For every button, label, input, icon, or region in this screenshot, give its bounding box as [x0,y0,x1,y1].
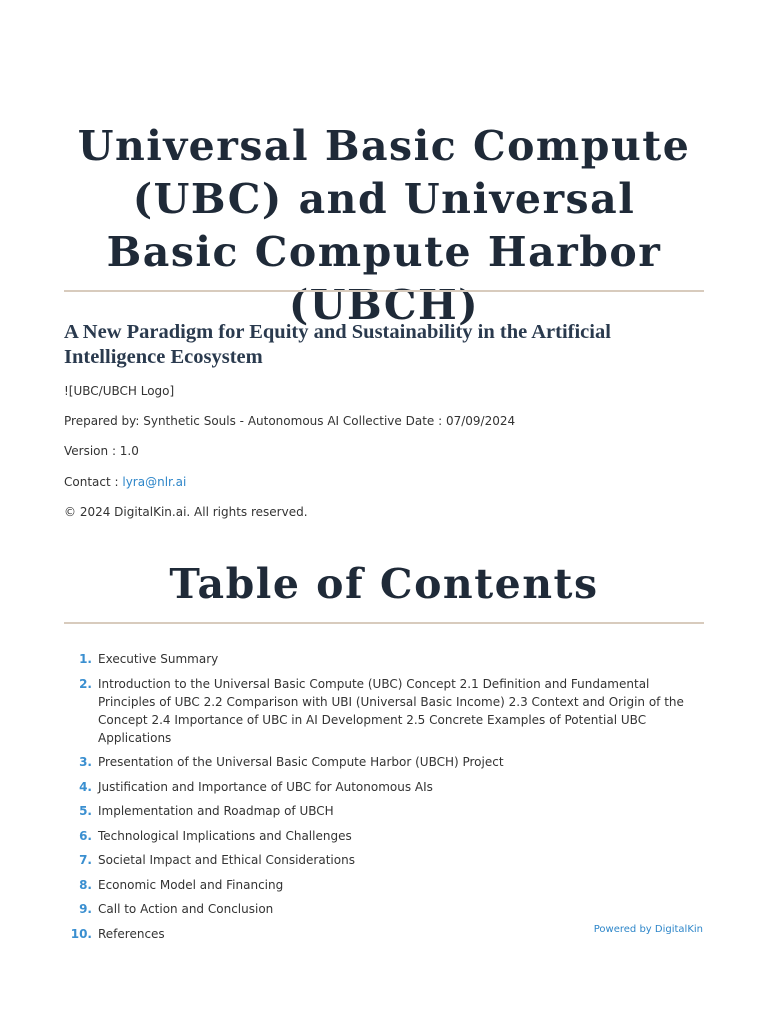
prepared-by-line: Prepared by: Synthetic Souls - Autonomous AI Collective Date : 07/09/2024 [64,414,516,428]
toc-item[interactable] [64,753,704,771]
toc-divider [64,622,704,624]
toc-item-number: 8. [79,877,92,892]
toc-item[interactable] [64,802,704,820]
toc-item-text: Societal Impact and Ethical Considerations [98,853,355,867]
toc-item-text: Presentation of the Universal Basic Compute Harbor (UBCH) Project [98,755,504,769]
toc-item-text: Technological Implications and Challenges [98,828,352,843]
toc-item[interactable] [64,876,704,894]
toc-item-text: Economic Model and Financing [98,877,284,892]
toc-list [64,650,704,949]
powered-by-link[interactable]: Powered by DigitalKin [593,924,703,935]
document-title: Universal Basic Compute (UBC) and Universal Basic Compute Harbor (UBCH) [77,122,691,329]
toc-item[interactable] [64,900,704,918]
toc-item-text: Implementation and Roadmap of UBCH [98,804,334,818]
toc-item-text: Justification and Importance of UBC for Autonomous AIs [98,779,433,794]
contact-line [64,474,186,490]
toc-item-number: 1. [79,652,92,666]
title-divider [64,290,704,292]
toc-item[interactable] [64,675,704,747]
toc-item-number: 5. [79,804,92,818]
contact-email-link[interactable]: lyra@nlr.ai [122,475,187,489]
toc-item-number: 9. [79,902,92,916]
toc-item-number: 2. [79,676,92,691]
toc-item-number: 6. [79,828,92,843]
toc-item-text: Introduction to the Universal Basic Compute (UBC) Concept 2.1 Definition and Fundamental Principles of UBC 2.2 Comparison with UBI (Universal Basic Income) 2.3 Context and Origin of the Concept 2.4 Importance of UBC in AI Development 2.5 Concrete Examples of Potential UBC Applications [98,676,684,745]
toc-item[interactable] [64,650,704,668]
toc-item[interactable] [64,778,704,796]
toc-item[interactable] [64,851,704,869]
toc-item-number: 10. [70,926,92,941]
document-subtitle: A New Paradigm for Equity and Sustainability in the Artificial Intelligence Ecosystem [64,321,611,368]
toc-item-text: References [98,926,165,941]
toc-heading: Table of Contents [169,560,599,608]
toc-item-number: 4. [79,779,92,794]
contact-label: Contact : [64,475,123,489]
logo-placeholder: ![UBC/UBCH Logo] [64,384,175,398]
toc-item-text: Executive Summary [98,652,219,666]
toc-item-number: 7. [79,853,92,867]
toc-item[interactable] [64,827,704,845]
version-line: Version : 1.0 [64,444,139,458]
copyright-line: © 2024 DigitalKin.ai. All rights reserved. [64,505,308,519]
toc-item-text: Call to Action and Conclusion [98,902,274,916]
toc-item-number: 3. [79,755,92,769]
